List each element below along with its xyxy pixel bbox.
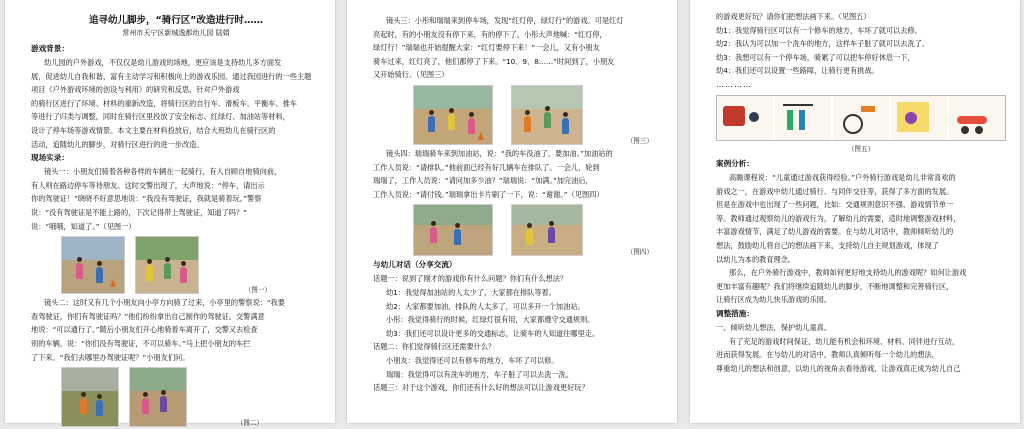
paragraph-line: 以幼儿为本的教育理念。 <box>716 254 796 264</box>
paragraph-line: 幼1：我觉得骑行区可以有一个修车的地方，车坏了就可以去修。 <box>716 25 922 35</box>
article-title: 追寻幼儿脚步，“骑行区”改造进行时…… <box>89 15 263 26</box>
paragraph-line: 等。教师通过观察幼儿的游戏行为，了解幼儿的需要，适时地调整游戏材料， <box>716 213 961 223</box>
drawing <box>833 96 889 140</box>
paragraph-line: 镜头二：这时又有几个小朋友向小亭方向骑了过来，小亭里的警察说：“我要 <box>44 298 285 308</box>
paragraph-line: 等进行了归类与调整，同时在骑行区里投放了安全标志、红绿灯、加油站等材料， <box>31 112 290 122</box>
paragraph-line: 幼2：我认为可以加一个洗车的地方，这样车子脏了就可以去洗了。 <box>716 39 930 49</box>
paragraph-line: 有人则在路边停车等待朋友。这时交警出现了，大声地说：“停车，请出示 <box>31 180 265 190</box>
paragraph-line: 了下来。“我们去哪里办驾驶证呢？”小朋友们问。 <box>31 352 190 362</box>
paragraph-line: 活动，追随幼儿的脚步，对骑行区进行的进一步改造。 <box>31 139 204 149</box>
paragraph-line: 瑞瑞：我觉得可以有洗车的地方，车子脏了可以去洗一洗。 <box>386 369 573 379</box>
paragraph-line: 那么，在户外骑行游戏中，教师如何更好地支持幼儿的游戏呢？如何让游戏 <box>729 268 967 278</box>
paragraph-line: 瑞瑞了，工作人员说：“请问加多少油？”瑞瑞说：“加满。”加完油后， <box>373 176 593 186</box>
photo-group-2 <box>61 367 321 427</box>
photo <box>129 367 187 427</box>
paragraph-line: 镜头一：小朋友们骑着各种各样的车辆在一起骑行，有人自顾自地骑向前， <box>44 167 282 177</box>
photo <box>511 204 583 256</box>
drawing <box>775 96 831 140</box>
photo-group-3 <box>413 85 663 145</box>
paragraph-line: 工作人员说：“请排队。”他前面已经有好几辆车在排队了。一会儿，轮到 <box>373 162 600 172</box>
drawing <box>891 96 947 140</box>
paragraph-line: 镜头三：小彤和瑞瑞来到停车场，发现“红灯停，绿灯行”的游戏。可是红灯 <box>386 16 624 25</box>
section-heading-dialogue: 与幼儿对话（分享交流） <box>373 260 457 270</box>
photo <box>135 236 199 294</box>
paragraph-line: 幼儿园的户外游戏，不仅仅是幼儿游戏的场地，更应该是支持幼儿多方面发 <box>44 58 282 67</box>
paragraph-line: 幼2：大家都要加油，排队的人太多了，可以多开一个加油站。 <box>386 301 585 311</box>
paragraph-line: 话题三：对于这个游戏，你们还有什么好的想法可以让游戏更好玩？ <box>373 383 589 393</box>
paragraph-line: 小彤：我觉得骑行的时候，红绿灯很有用，大家都遵守交通规则。 <box>386 315 595 325</box>
section-heading-background: 游戏背景： <box>31 44 69 53</box>
paragraph-line: 查驾驶证，你们有驾驶证吗？”他们纷纷拿出自己制作的驾驶证。交警满意 <box>31 311 265 321</box>
section-heading-record: 现场实录： <box>31 153 69 163</box>
paragraph-line: 别的车辆，说：“你们没有驾驶证，不可以骑车。”马上把小朋友的车拦 <box>31 338 251 348</box>
photo-group-1 <box>61 236 321 294</box>
figure-caption: （图五） <box>847 144 875 153</box>
paragraph-line: 尊重幼儿的想法和创意，以幼儿的视角去看待游戏，让游戏真正成为幼儿自己 <box>716 363 961 373</box>
drawing <box>717 96 773 140</box>
paragraph-line: 小朋友：我觉得还可以有修车的地方，车坏了可以修。 <box>386 355 559 365</box>
photo <box>413 204 493 256</box>
paragraph-line: 话题二：你们觉得骑行区还需要什么？ <box>373 342 496 352</box>
photo <box>413 85 493 145</box>
paragraph-line: 进而获得发展。在与幼儿的对话中，教师认真倾听每一个幼儿的想法， <box>716 350 939 360</box>
document-page-3 <box>690 0 1020 423</box>
paragraph-line: 镜头四：瑞瑞骑车来到加油站，说：“我的车没油了，要加油。”加油站的 <box>386 148 613 158</box>
paragraph-line: 地说：“可以通行了。”随后小朋友们开心地骑着车离开了，交警又去检查 <box>31 325 258 335</box>
paragraph-line: 一、倾听幼儿想法，保护幼儿童真。 <box>716 322 832 332</box>
figure-caption: （图四） <box>626 248 653 257</box>
children-drawings-strip <box>716 95 1006 141</box>
paragraph-line: 幼4：我们还可以设置一些路障，让骑行更有挑战。 <box>716 66 879 76</box>
paragraph-line: 亮起时，有的小朋友没有停下来，有的停下了。小彤大声地喊：“红灯停， <box>373 29 607 39</box>
paragraph-line: 想法，鼓励幼儿将自己的想法画下来，支持幼儿自主规划游戏，体现了 <box>716 240 939 250</box>
paragraph-line: 幼3：我们还可以设计更多的交通标志，让骑车的人知道往哪里走。 <box>386 328 600 338</box>
paragraph-line: 项目《户外游戏环境的创设与利用》的研究和反思，针对户外游戏 <box>31 85 240 95</box>
document-page-2 <box>347 0 677 423</box>
figure-caption: （图一） <box>244 286 271 295</box>
paragraph-line: 设计了停车场等游戏情景。本文主要在材料投放后，结合大班幼儿在骑行区的 <box>31 125 276 135</box>
photo <box>511 85 583 145</box>
paragraph-line: 话题一：说到了刚才的游戏你有什么问题？你们有什么想法？ <box>373 274 568 284</box>
paragraph-line: 幼3：我想可以有一个停车场，骑累了可以把车停好休息一下， <box>716 52 915 62</box>
paragraph-line: 又开始骑行。（见图三） <box>373 70 449 80</box>
photo <box>61 236 125 294</box>
paragraph-line: 展，促进幼儿自我和谐、富有主动学习和积极向上的游戏乐园。通过我园进行的一些主题 <box>31 71 312 81</box>
ellipsis: ………… <box>716 79 752 89</box>
paragraph-line: 高瞻课程说：“儿童通过游戏获得经验。”户外骑行游戏是幼儿非常喜欢的 <box>729 172 956 182</box>
paragraph-line: 有了充足的游戏时间保证，幼儿能有机会和环境、材料、同伴进行互动， <box>729 336 960 346</box>
drawing <box>949 96 1005 140</box>
figure-caption: （图二） <box>236 419 263 428</box>
photo-group-4 <box>413 204 663 256</box>
paragraph-line: 说：“没有驾驶证是不能上路的，下次记得带上驾驶证，知道了吗？” <box>31 207 247 217</box>
paragraph-line: 你的驾驶证！”晓晓不好意思地说：“我没有驾驶证，我就是骑着玩。”警察 <box>31 194 262 204</box>
section-heading-measures: 调整措施： <box>716 308 754 318</box>
paragraph-line: 的骑行区进行了环境、材料的重新改造，将骑行区的自行车、滑板车、平衡车、推车 <box>31 98 297 108</box>
photo <box>61 367 119 427</box>
paragraph-line: 让骑行区成为幼儿快乐游戏的乐园。 <box>716 295 832 305</box>
paragraph-line: 丰富游戏情节，满足了幼儿游戏的需要。在与幼儿对话中，教师倾听幼儿的 <box>716 227 954 237</box>
paragraph-line: 说：“哦哦，知道了。”（见图一） <box>31 221 136 231</box>
paragraph-line: 的游戏更好玩？请你们把想法画下来。（见图五） <box>716 12 871 21</box>
paragraph-line: 绿灯行！”瑞瑞也开始提醒大家：“红灯要停下来！”一会儿，又有小朋友 <box>373 43 600 53</box>
paragraph-line: 但是在游戏中也出现了一些问题，比如：交通规则意识不强、游戏情节单一 <box>716 200 954 210</box>
paragraph-line: 工作人员说：“请付钱。”瑞瑞拿出卡片刷了一下，说：“谢谢。”（见图四） <box>373 189 604 199</box>
paragraph-line: 幼1：我觉得加油站的人太少了，大家都在排队等着。 <box>386 287 556 297</box>
paragraph-line: 游戏之一，在游戏中幼儿通过骑行、与同伴交往等，获得了多方面的发展。 <box>716 186 954 196</box>
figure-caption: （图三） <box>626 136 653 145</box>
paragraph-line: 更加丰富有趣呢？我们将继续追随幼儿的脚步，不断地调整和完善骑行区， <box>716 281 954 291</box>
paragraph-line: 骑车过来，红灯亮了，他们都停了下来。“10、9、8……”时间到了，小朋友 <box>373 56 615 66</box>
article-author: 常州市天宁区新城逸都幼儿园 陆娟 <box>122 29 230 37</box>
document-page-1 <box>5 0 335 428</box>
section-heading-analysis: 案例分析： <box>716 158 754 168</box>
